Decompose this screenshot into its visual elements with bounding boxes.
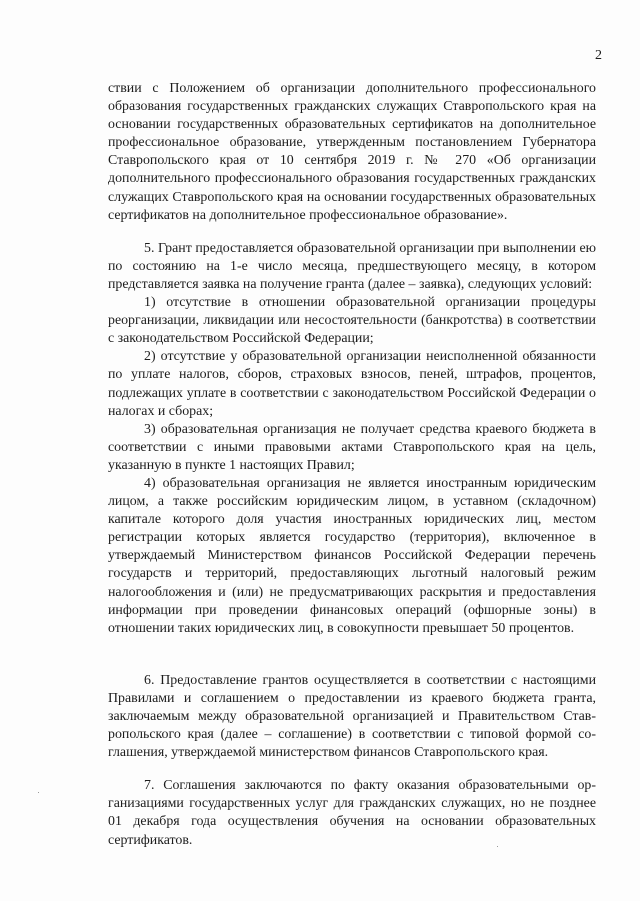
scan-speck (38, 792, 39, 793)
paragraph-5-item-4: 4) образовательная организация не является иностранным юридическим лицом, а также российским юридическим лицом, в уставном (складочном) капитале которого доля участия иностранных юридических лиц, местом регистрации которых является государство (территория), включенное в утверждаемый Министерством финансов Российской Федерации перечень государств и территорий, предоставляющих льготный налоговый режим налогообложения и (или) не предусматривающих раскрытия и предоставления информации при проведении финансовых операций (офшорные зоны) в отношении таких юридических лиц, в совокупности превышает 50 процентов. (108, 475, 596, 636)
paragraph-5: 5. Грант предоставляется образовательной организации при выполнении ею по состоянию на 1-е число месяца, предшествующего месяцу, в котором представляется заявка на получение гранта (далее – заявка), следующих условий: (108, 240, 596, 292)
page-number: 2 (595, 48, 602, 63)
paragraph-continuation: ствии с Положением об организации дополнительного профессионального образования государственных гражданских служащих Ставропольского края на основании государственных образовательных сертификатов на дополнительное профессиональное образование, утвержденным постановлением Губернатора Ставропольского края от 10 сентября 2019 г. № 270 «Об организации дополнительного профессионального образования государственных гражданских служащих Ставропольского края на основании государственных образовательных сертификатов на дополнительное профессиональное образование». (108, 81, 596, 223)
document-body (108, 80, 596, 850)
paragraph-6: 6. Предоставление грантов осуществляется в соответствии с настоящими Правилами и соглашением о предоставлении из краевого бюджета гранта, заключаемым между образовательной организацией и Правительством Ставропольского края (далее – соглашение) в соответствии с типовой формой соглашения, утверждаемой министерством финансов Ставропольского края. (108, 672, 596, 761)
paragraph-5-item-2: 2) отсутствие у образовательной организации неисполненной обязанности по уплате налогов, сборов, страховых взносов, пеней, штрафов, процентов, подлежащих уплате в соответствии с законодательством Российской Федерации о налогах и сборах; (108, 349, 596, 419)
paragraph-5-item-3: 3) образовательная организация не получает средства краевого бюджета в соответствии с иными правовыми актами Ставропольского края на цель, указанную в пункте 1 настоящих Правил; (108, 421, 596, 473)
paragraph-5-item-1: 1) отсутствие в отношении образовательной организации процедуры реорганизации, ликвидации или несостоятельности (банкротства) в соответствии с законодательством Российской Федерации; (108, 295, 596, 347)
paragraph-7: 7. Соглашения заключаются по факту оказания образовательными организациями государственных услуг для гражданских служащих, но не позднее 01 декабря года осуществления обучения на основании образовательных сертификатов. (108, 778, 596, 848)
scan-speck (497, 846, 498, 847)
